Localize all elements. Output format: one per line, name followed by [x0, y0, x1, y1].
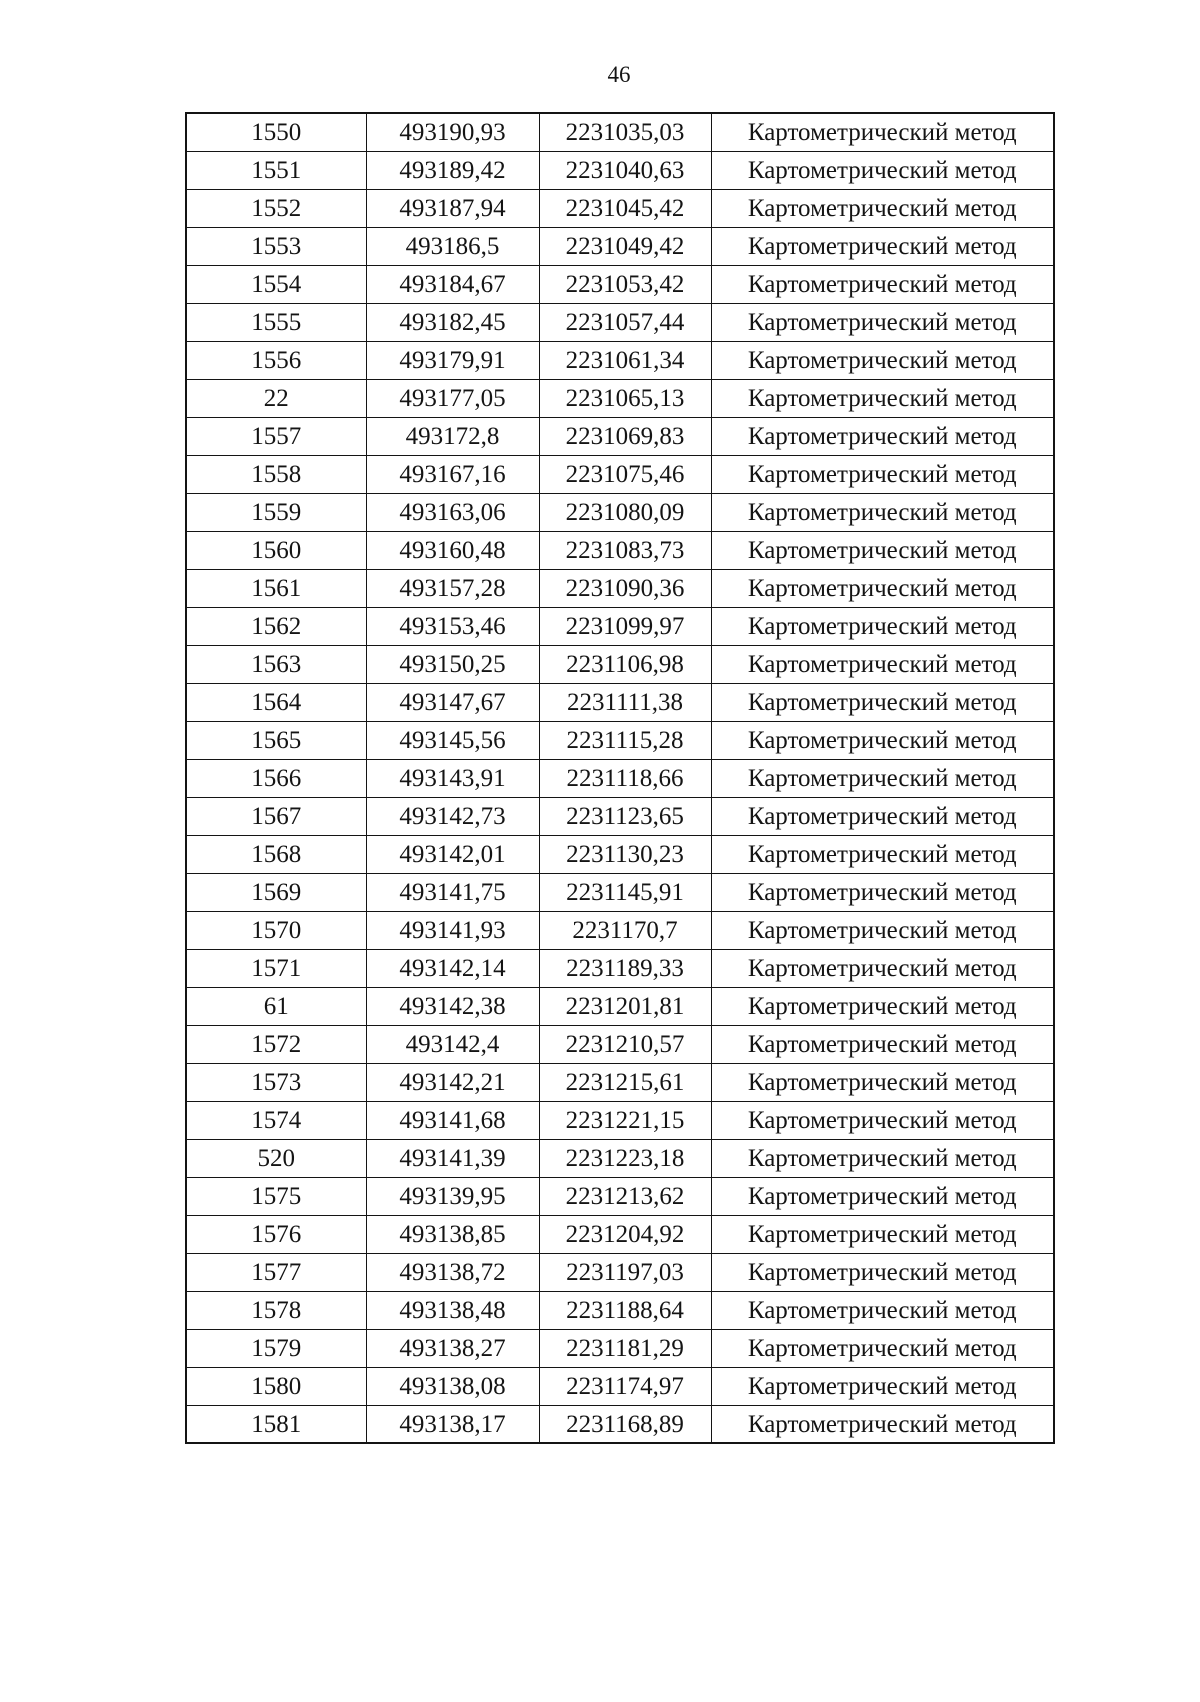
table-row: [186, 1367, 1054, 1405]
table-row: [186, 1177, 1054, 1215]
point-number-cell: 1553: [186, 227, 366, 265]
coordinate-2-cell: 2231130,23: [539, 835, 711, 873]
coordinate-2-cell: 2231215,61: [539, 1063, 711, 1101]
coordinate-2-cell: 2231188,64: [539, 1291, 711, 1329]
method-cell: Картометрический метод: [711, 1063, 1054, 1101]
table-row: [186, 531, 1054, 569]
point-number-cell: 1552: [186, 189, 366, 227]
method-cell: Картометрический метод: [711, 645, 1054, 683]
method-cell: Картометрический метод: [711, 455, 1054, 493]
coordinate-1-cell: 493190,93: [366, 113, 539, 151]
coordinate-2-cell: 2231106,98: [539, 645, 711, 683]
table-row: [186, 151, 1054, 189]
point-number-cell: 1577: [186, 1253, 366, 1291]
table-row: [186, 835, 1054, 873]
point-number-cell: 1558: [186, 455, 366, 493]
method-cell: Картометрический метод: [711, 1291, 1054, 1329]
point-number-cell: 1566: [186, 759, 366, 797]
method-cell: Картометрический метод: [711, 1329, 1054, 1367]
coordinate-2-cell: 2231145,91: [539, 873, 711, 911]
table-row: [186, 797, 1054, 835]
coordinate-1-cell: 493141,39: [366, 1139, 539, 1177]
coordinate-2-cell: 2231090,36: [539, 569, 711, 607]
point-number-cell: 1556: [186, 341, 366, 379]
method-cell: Картометрический метод: [711, 151, 1054, 189]
method-cell: Картометрический метод: [711, 341, 1054, 379]
point-number-cell: 1565: [186, 721, 366, 759]
method-cell: Картометрический метод: [711, 303, 1054, 341]
coordinate-2-cell: 2231201,81: [539, 987, 711, 1025]
method-cell: Картометрический метод: [711, 493, 1054, 531]
coordinate-1-cell: 493142,14: [366, 949, 539, 987]
coordinate-1-cell: 493141,93: [366, 911, 539, 949]
table-row: [186, 1063, 1054, 1101]
coordinate-2-cell: 2231181,29: [539, 1329, 711, 1367]
coordinate-1-cell: 493184,67: [366, 265, 539, 303]
coordinate-1-cell: 493160,48: [366, 531, 539, 569]
method-cell: Картометрический метод: [711, 1215, 1054, 1253]
table-row: [186, 1215, 1054, 1253]
point-number-cell: 1551: [186, 151, 366, 189]
coordinate-1-cell: 493187,94: [366, 189, 539, 227]
coordinate-1-cell: 493150,25: [366, 645, 539, 683]
point-number-cell: 1564: [186, 683, 366, 721]
coordinate-2-cell: 2231040,63: [539, 151, 711, 189]
method-cell: Картометрический метод: [711, 189, 1054, 227]
coordinate-2-cell: 2231061,34: [539, 341, 711, 379]
coordinate-1-cell: 493138,48: [366, 1291, 539, 1329]
coordinate-2-cell: 2231170,7: [539, 911, 711, 949]
point-number-cell: 1571: [186, 949, 366, 987]
point-number-cell: 1562: [186, 607, 366, 645]
coordinate-1-cell: 493163,06: [366, 493, 539, 531]
coordinate-2-cell: 2231223,18: [539, 1139, 711, 1177]
coordinate-2-cell: 2231075,46: [539, 455, 711, 493]
point-number-cell: 1576: [186, 1215, 366, 1253]
coordinate-2-cell: 2231204,92: [539, 1215, 711, 1253]
method-cell: Картометрический метод: [711, 1405, 1054, 1443]
method-cell: Картометрический метод: [711, 379, 1054, 417]
coordinate-2-cell: 2231123,65: [539, 797, 711, 835]
coordinates-table-body: [186, 113, 1054, 1443]
coordinate-2-cell: 2231099,97: [539, 607, 711, 645]
table-row: [186, 645, 1054, 683]
coordinate-1-cell: 493142,38: [366, 987, 539, 1025]
method-cell: Картометрический метод: [711, 1177, 1054, 1215]
point-number-cell: 1578: [186, 1291, 366, 1329]
coordinate-2-cell: 2231174,97: [539, 1367, 711, 1405]
table-row: [186, 873, 1054, 911]
point-number-cell: 1550: [186, 113, 366, 151]
point-number-cell: 61: [186, 987, 366, 1025]
point-number-cell: 520: [186, 1139, 366, 1177]
point-number-cell: 1573: [186, 1063, 366, 1101]
method-cell: Картометрический метод: [711, 417, 1054, 455]
table-row: [186, 1291, 1054, 1329]
coordinate-1-cell: 493157,28: [366, 569, 539, 607]
table-row: [186, 303, 1054, 341]
coordinate-1-cell: 493139,95: [366, 1177, 539, 1215]
coordinate-2-cell: 2231083,73: [539, 531, 711, 569]
coordinate-1-cell: 493142,4: [366, 1025, 539, 1063]
page-number: 46: [607, 62, 631, 87]
point-number-cell: 1580: [186, 1367, 366, 1405]
point-number-cell: 1567: [186, 797, 366, 835]
point-number-cell: 1574: [186, 1101, 366, 1139]
coordinate-1-cell: 493138,27: [366, 1329, 539, 1367]
coordinate-1-cell: 493141,68: [366, 1101, 539, 1139]
coordinate-1-cell: 493189,42: [366, 151, 539, 189]
table-row: [186, 721, 1054, 759]
method-cell: Картометрический метод: [711, 759, 1054, 797]
method-cell: Картометрический метод: [711, 569, 1054, 607]
coordinates-table: [185, 112, 1055, 1444]
coordinate-2-cell: 2231118,66: [539, 759, 711, 797]
coordinate-1-cell: 493142,21: [366, 1063, 539, 1101]
coordinate-2-cell: 2231069,83: [539, 417, 711, 455]
table-row: [186, 683, 1054, 721]
coordinate-1-cell: 493141,75: [366, 873, 539, 911]
method-cell: Картометрический метод: [711, 1139, 1054, 1177]
coordinate-1-cell: 493142,01: [366, 835, 539, 873]
table-row: [186, 227, 1054, 265]
table-row: [186, 1329, 1054, 1367]
table-row: [186, 455, 1054, 493]
point-number-cell: 1572: [186, 1025, 366, 1063]
method-cell: Картометрический метод: [711, 987, 1054, 1025]
coordinate-2-cell: 2231049,42: [539, 227, 711, 265]
table-row: [186, 341, 1054, 379]
coordinate-2-cell: 2231189,33: [539, 949, 711, 987]
table-row: [186, 1025, 1054, 1063]
point-number-cell: 1575: [186, 1177, 366, 1215]
method-cell: Картометрический метод: [711, 531, 1054, 569]
coordinate-1-cell: 493142,73: [366, 797, 539, 835]
coordinate-1-cell: 493138,17: [366, 1405, 539, 1443]
point-number-cell: 1555: [186, 303, 366, 341]
table-row: [186, 987, 1054, 1025]
table-row: [186, 911, 1054, 949]
method-cell: Картометрический метод: [711, 227, 1054, 265]
coordinate-2-cell: 2231065,13: [539, 379, 711, 417]
point-number-cell: 1563: [186, 645, 366, 683]
method-cell: Картометрический метод: [711, 265, 1054, 303]
method-cell: Картометрический метод: [711, 911, 1054, 949]
coordinate-1-cell: 493182,45: [366, 303, 539, 341]
coordinate-1-cell: 493167,16: [366, 455, 539, 493]
coordinate-2-cell: 2231080,09: [539, 493, 711, 531]
coordinate-1-cell: 493145,56: [366, 721, 539, 759]
point-number-cell: 1579: [186, 1329, 366, 1367]
method-cell: Картометрический метод: [711, 721, 1054, 759]
coordinate-2-cell: 2231045,42: [539, 189, 711, 227]
table-row: [186, 759, 1054, 797]
coordinate-1-cell: 493143,91: [366, 759, 539, 797]
coordinate-2-cell: 2231035,03: [539, 113, 711, 151]
point-number-cell: 1554: [186, 265, 366, 303]
coordinate-2-cell: 2231221,15: [539, 1101, 711, 1139]
point-number-cell: 1557: [186, 417, 366, 455]
table-row: [186, 607, 1054, 645]
coordinate-1-cell: 493153,46: [366, 607, 539, 645]
table-row: [186, 949, 1054, 987]
coordinate-1-cell: 493186,5: [366, 227, 539, 265]
table-row: [186, 1139, 1054, 1177]
coordinate-2-cell: 2231053,42: [539, 265, 711, 303]
coordinate-1-cell: 493138,72: [366, 1253, 539, 1291]
method-cell: Картометрический метод: [711, 835, 1054, 873]
table-row: [186, 265, 1054, 303]
coordinate-1-cell: 493172,8: [366, 417, 539, 455]
coordinate-2-cell: 2231210,57: [539, 1025, 711, 1063]
method-cell: Картометрический метод: [711, 1101, 1054, 1139]
method-cell: Картометрический метод: [711, 607, 1054, 645]
coordinate-1-cell: 493138,85: [366, 1215, 539, 1253]
table-row: [186, 417, 1054, 455]
coordinate-2-cell: 2231168,89: [539, 1405, 711, 1443]
method-cell: Картометрический метод: [711, 683, 1054, 721]
table-row: [186, 379, 1054, 417]
table-row: [186, 189, 1054, 227]
table-row: [186, 1101, 1054, 1139]
table-row: [186, 1253, 1054, 1291]
coordinate-1-cell: 493138,08: [366, 1367, 539, 1405]
method-cell: Картометрический метод: [711, 797, 1054, 835]
method-cell: Картометрический метод: [711, 1253, 1054, 1291]
point-number-cell: 1561: [186, 569, 366, 607]
point-number-cell: 1568: [186, 835, 366, 873]
method-cell: Картометрический метод: [711, 949, 1054, 987]
point-number-cell: 1581: [186, 1405, 366, 1443]
coordinate-2-cell: 2231115,28: [539, 721, 711, 759]
table-row: [186, 1405, 1054, 1443]
method-cell: Картометрический метод: [711, 1025, 1054, 1063]
method-cell: Картометрический метод: [711, 113, 1054, 151]
coordinate-2-cell: 2231213,62: [539, 1177, 711, 1215]
coordinate-1-cell: 493147,67: [366, 683, 539, 721]
coordinate-2-cell: 2231111,38: [539, 683, 711, 721]
method-cell: Картометрический метод: [711, 873, 1054, 911]
table-row: [186, 113, 1054, 151]
point-number-cell: 1570: [186, 911, 366, 949]
coordinate-1-cell: 493177,05: [366, 379, 539, 417]
point-number-cell: 1559: [186, 493, 366, 531]
table-row: [186, 569, 1054, 607]
table-row: [186, 493, 1054, 531]
point-number-cell: 1560: [186, 531, 366, 569]
point-number-cell: 22: [186, 379, 366, 417]
coordinate-2-cell: 2231197,03: [539, 1253, 711, 1291]
coordinate-2-cell: 2231057,44: [539, 303, 711, 341]
coordinate-1-cell: 493179,91: [366, 341, 539, 379]
point-number-cell: 1569: [186, 873, 366, 911]
method-cell: Картометрический метод: [711, 1367, 1054, 1405]
